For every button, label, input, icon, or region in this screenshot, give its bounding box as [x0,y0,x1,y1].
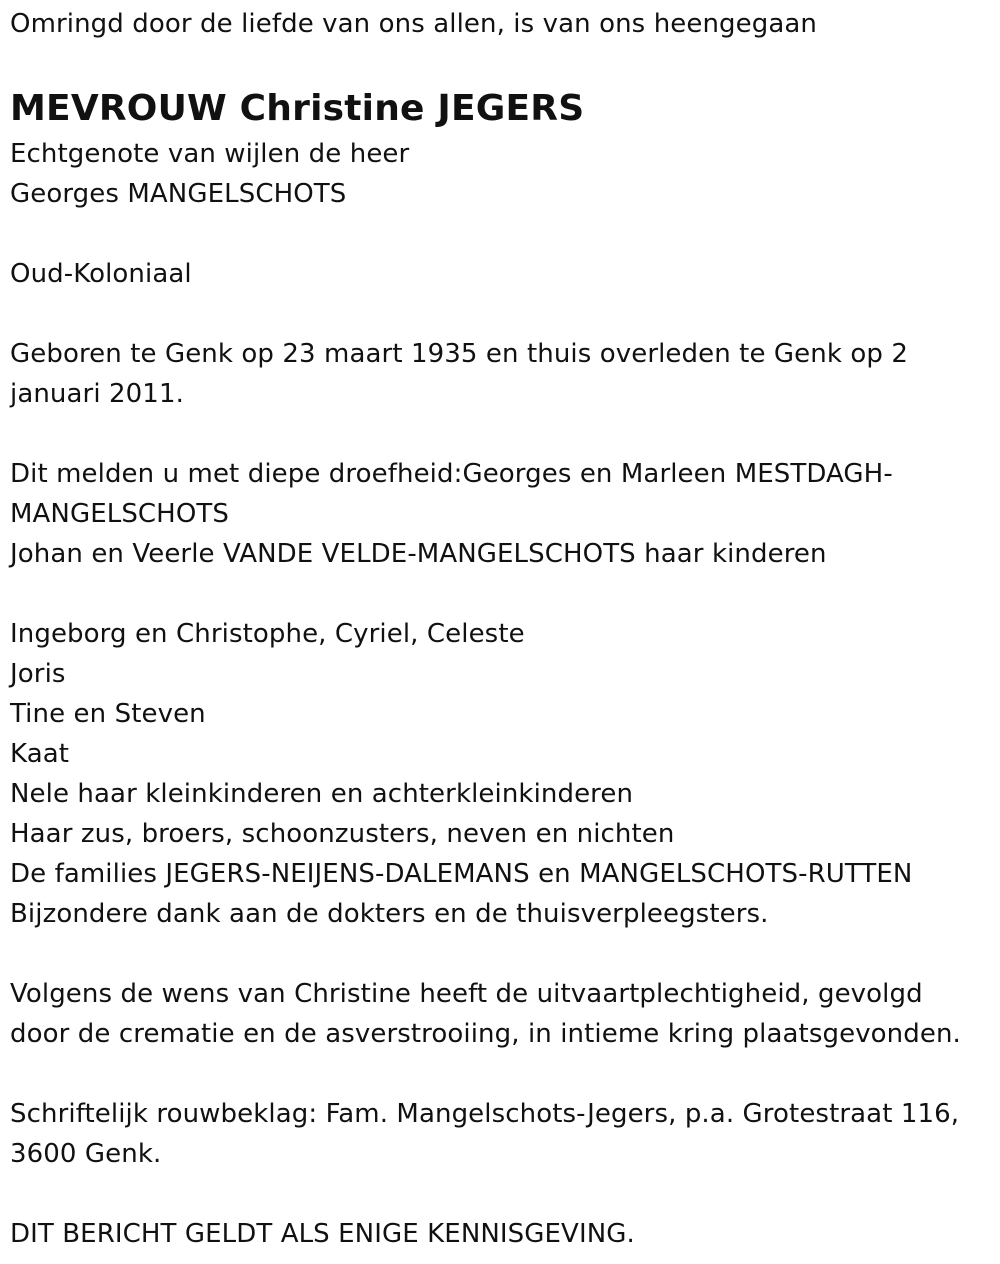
spacer [10,574,990,614]
spacer [10,294,990,334]
intro-text: Omringd door de liefde van ons allen, is van ons heengegaan [10,9,817,39]
spacer [10,1054,990,1094]
family-line: Ingeborg en Christophe, Cyriel, Celeste [10,619,525,649]
funeral-line-2: door de crematie en de asverstrooiing, in intieme kring plaatsgevonden. [10,1019,961,1049]
family-line: Haar zus, broers, schoonzusters, neven en nichten [10,819,675,849]
spouse-line-2: Georges MANGELSCHOTS [10,179,347,209]
birth-death-line-2: januari 2011. [10,379,184,409]
family-line: Joris [10,659,66,689]
title-text: Oud-Koloniaal [10,259,192,289]
condolences-line-1: Schriftelijk rouwbeklag: Fam. Mangelschots-Jegers, p.a. Grotestraat 116, [10,1099,960,1129]
closing-text: DIT BERICHT GELDT ALS ENIGE KENNISGEVING. [10,1219,635,1249]
condolences-line-2: 3600 Genk. [10,1139,162,1169]
family-line: Bijzondere dank aan de dokters en de thuisverpleegsters. [10,899,769,929]
spacer [10,934,990,974]
spacer [10,414,990,454]
birth-death-line-1: Geboren te Genk op 23 maart 1935 en thuis overleden te Genk op 2 [10,339,908,369]
obituary-notice [10,0,990,1254]
announcement-line-2: MANGELSCHOTS [10,499,229,529]
announcement-line-1: Dit melden u met diepe droefheid:Georges en Marleen MESTDAGH- [10,459,893,489]
funeral-line-1: Volgens de wens van Christine heeft de uitvaartplechtigheid, gevolgd [10,979,923,1009]
family-line: Kaat [10,739,70,769]
family-line: Nele haar kleinkinderen en achterkleinkinderen [10,779,634,809]
family-line: Tine en Steven [10,699,206,729]
spouse-line-1: Echtgenote van wijlen de heer [10,139,410,169]
spacer [10,1174,990,1214]
deceased-name: MEVROUW Christine JEGERS [10,88,585,129]
spacer [10,214,990,254]
family-line: De families JEGERS-NEIJENS-DALEMANS en MANGELSCHOTS-RUTTEN [10,859,913,889]
announcement-line-3: Johan en Veerle VANDE VELDE-MANGELSCHOTS haar kinderen [10,539,827,569]
